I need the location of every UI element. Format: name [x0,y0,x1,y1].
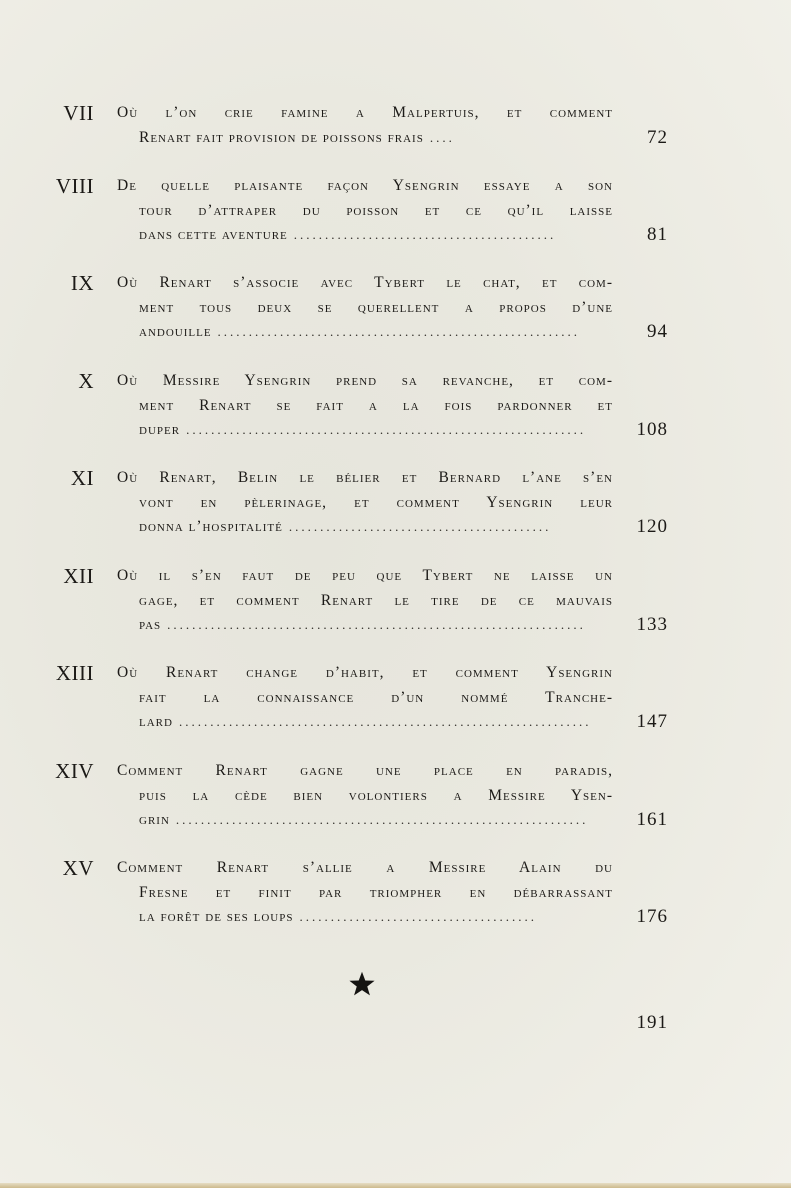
page-number: 133 [636,614,668,635]
chapter-title-line: duper [139,421,181,438]
chapter-numeral: X [78,369,94,393]
chapter-title-last-line [139,808,613,832]
chapter-title-line: donna l’hospitalité [139,518,283,535]
chapter-title-line: Où Renart s’associe avec Tybert le chat, et com- [117,274,613,291]
page-edge [0,1183,791,1188]
dot-leader: ................................................................ [186,422,587,437]
page-number: 94 [647,321,668,342]
chapter-title-last-line [139,320,613,344]
chapter-title-line: Où Renart, Belin le bélier et Bernard l’ane s’en [117,469,613,486]
page-number: 176 [636,906,668,927]
dot-leader: .................................................................. [175,812,589,827]
chapter-title-line: la forêt de ses loups [139,908,294,925]
chapter-title-line: vont en pèlerinage, et comment Ysengrin leur [139,493,613,511]
dot-leader: .... [429,129,455,145]
chapter-title-last-line [139,710,613,734]
chapter-title-line: ment Renart se fait a la fois pardonner et [139,396,613,414]
chapter-title-line: ment tous deux se querellent a propos d’une [139,298,613,316]
chapter-title-line: Où Renart change d’habit, et comment Ysengrin [117,664,613,681]
chapter-title-line: dans cette aventure [139,226,288,243]
chapter-title-line: Renart fait provision de poissons frais [139,128,424,146]
chapter-title-line: Où l’on crie famine a Malpertuis, et comment [117,104,613,121]
chapter-title-last-line [139,418,613,442]
page-number: 147 [636,711,668,732]
chapter-numeral: XIV [55,759,94,783]
chapter-title-last-line [139,223,613,247]
chapter-title-last-line [139,515,613,539]
dot-leader: .......................................................... [217,324,581,339]
page-number: 81 [647,224,668,245]
chapter-numeral: XIII [55,661,94,685]
chapter-title-line: puis la cède bien volontiers a Messire Ysen- [139,786,613,804]
dot-leader: ...................................... [299,909,537,924]
chapter-title-line: Comment Renart gagne une place en paradis, [117,762,613,779]
dot-leader: ................................................................... [167,617,586,632]
page-number: 120 [636,516,668,537]
chapter-title-line: Comment Renart s’allie a Messire Alain du [117,859,613,876]
chapter-title-last-line [139,613,613,637]
chapter-numeral: VII [63,101,94,125]
chapter-numeral: XV [62,856,94,880]
page-number: 72 [647,126,668,148]
chapter-title-line: fait la connaissance d’un nommé Tranche- [139,688,613,706]
chapter-title-line: pas [139,616,162,633]
chapter-title-line: lard [139,713,173,730]
page-number: 108 [636,419,668,440]
dot-leader: .......................................... [293,227,557,242]
chapter-title-line: Où Messire Ysengrin prend sa revanche, et com- [117,372,613,389]
chapter-title-line: De quelle plaisante façon Ysengrin essaye a son [117,177,613,194]
chapter-numeral: XII [63,564,94,588]
chapter-title-line: Où il s’en faut de peu que Tybert ne laisse un [117,567,613,584]
page-folio-number: 191 [636,1012,668,1033]
chapter-title-line: andouille [139,323,212,340]
chapter-title-line: Fresne et finit par triompher en débarrassant [139,883,613,901]
page-number: 161 [636,809,668,830]
chapter-numeral: XI [70,466,94,490]
chapter-numeral: VIII [55,174,94,198]
star-icon [348,970,376,998]
dot-leader: .......................................... [288,519,552,534]
chapter-title-line: tour d’attraper du poisson et ce qu’il laisse [139,201,613,219]
dot-leader: .................................................................. [178,714,592,729]
chapter-title-last-line [139,905,613,929]
chapter-title-last-line [139,126,613,150]
chapter-title-line: gage, et comment Renart le tire de ce mauvais [139,591,613,609]
chapter-title-line: grin [139,811,170,828]
chapter-numeral: IX [70,271,94,295]
